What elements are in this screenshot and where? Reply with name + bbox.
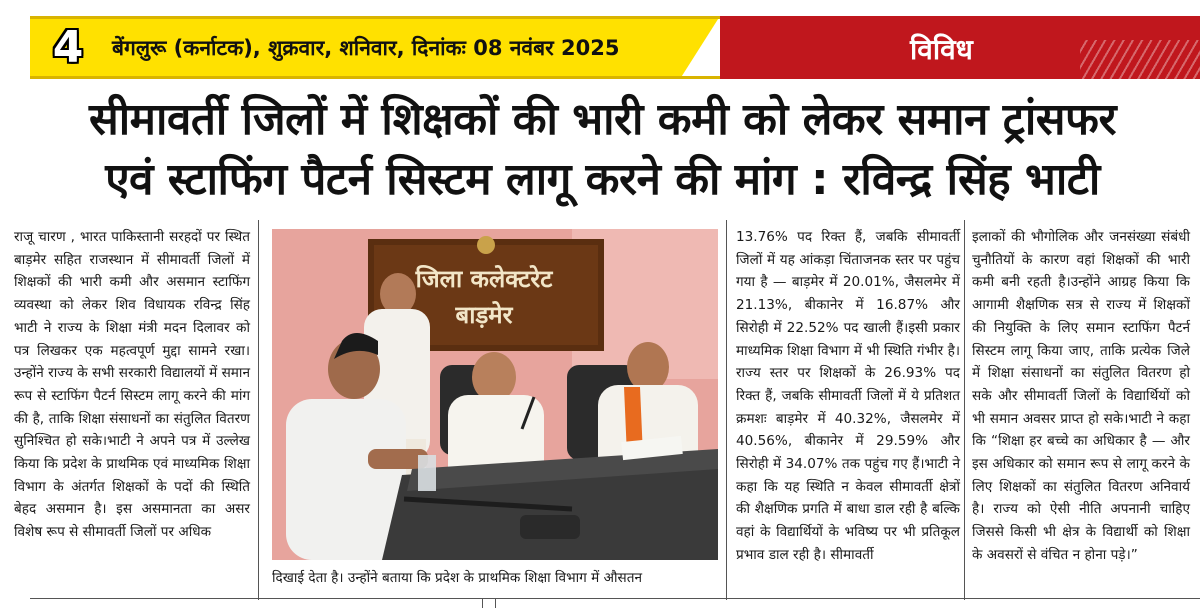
sign-text-2: बाड़मेर <box>455 301 513 329</box>
column-divider <box>258 220 259 600</box>
meeting-photo-illustration <box>272 229 718 560</box>
column-divider <box>726 220 727 600</box>
sign-text-1: जिला कलेक्टरेट <box>415 265 553 293</box>
section-decoration <box>1080 40 1200 86</box>
section-label: विविध <box>910 33 973 66</box>
headline-line-1: सीमावर्ती जिलों में शिक्षकों की भारी कमी को लेकर समान ट्रांसफर <box>89 94 1116 145</box>
news-photo <box>272 229 718 560</box>
page-number: 4 <box>52 22 84 73</box>
column-divider <box>964 220 965 600</box>
article-continuation-line: दिखाई देता है। उन्होंने बताया कि प्रदेश के प्राथमिक शिक्षा विभाग में औसतन <box>272 570 642 586</box>
headline <box>20 90 1185 210</box>
article-column-3: 13.76% पद रिक्त हैं, जबकि सीमावर्ती जिलों में यह आंकड़ा चिंताजनक स्तर पर पहुंच गया है — बाड़मेर में 20.01%, जैसलमेर में 21.13%, बीकानेर में 16.87% और सिरोही में 22.52% पद खाली हैं।इसी प्रकार माध्यमिक शिक्षा विभाग में भी स्थिति गंभीर है। राज्य स्तर पर शिक्षकों के 26.93% पद रिक्त हैं, जबकि सीमावर्ती जिलों में ये प्रतिशत क्रमशः बाड़मेर में 40.32%, जैसलमेर में 40.56%, बीकानेर में 29.59% और सिरोही में 34.07% तक पहुंच गए हैं।भाटी ने कहा कि यह स्थिति न केवल सीमावर्ती क्षेत्रों की शैक्षणिक प्रगति में बाधा डाल रही है बल्कि वहां के विद्यार्थियों के भविष्य पर भी प्रतिकूल प्रभाव डाल रही है। सीमावर्ती <box>736 229 960 563</box>
article-column-1: राजू चारण , भारत पाकिस्तानी सरहदों पर स्थित बाड़मेर सहित राजस्थान में सीमावर्ती जिलों में शिक्षकों की भारी कमी और असमान स्टाफिंग व्यवस्था को लेकर शिव विधायक रविन्द्र सिंह भाटी ने राज्य के शिक्षा मंत्री मदन दिलावर को पत्र लिखकर एक महत्वपूर्ण मुद्दा सामने रखा। उन्होंने राज्य के सभी सरकारी विद्यालयों में समान रूप से स्टाफिंग पैटर्न सिस्टम लागू करने की मांग की है, ताकि शिक्षा संसाधनों का संतुलित वितरण सुनिश्चित हो सके।भाटी ने अपने पत्र में उल्लेख किया कि प्रदेश के प्राथमिक एवं माध्यमिक शिक्षा विभाग के अंतर्गत शिक्षकों के पदों की स्थिति बेहद असमान है। इस असमानता का असर विशेष रूप से सीमावर्ती जिलों पर अधिक <box>14 229 250 541</box>
headline-line-2: एवं स्टाफिंग पैटर्न सिस्टम लागू करने की मांग : रविन्द्र सिंह भाटी <box>105 154 1100 205</box>
dateline: बेंगलुरू (कर्नाटक), शुक्रवार, शनिवार, दिनांकः 08 नवंबर 2025 <box>112 36 620 60</box>
article-column-4: इलाकों की भौगोलिक और जनसंख्या संबंधी चुनौतियों के कारण वहां शिक्षकों की भारी कमी बनी रहती है।उन्होंने आग्रह किया कि आगामी शैक्षणिक सत्र से राज्य में शिक्षकों की नियुक्ति के लिए समान स्टाफिंग पैटर्न सिस्टम लागू किया जाए, ताकि प्रत्येक जिले में शिक्षा संसाधनों का संतुलित वितरण हो सके और सीमावर्ती जिलों के विद्यार्थियों को भी समान अवसर प्राप्त हो सके।भाटी ने कहा कि “शिक्षा हर बच्चे का अधिकार है — और इस अधिकार को समान रूप से लागू करने के लिए शिक्षकों का संतुलित वितरण अनिवार्य है। राज्य को ऐसी नीति अपनानी चाहिए जिससे किसी भी क्षेत्र के विद्यार्थी को शिक्षा के अवसरों से वंचित न होना पड़े।” <box>972 229 1190 563</box>
section-tag <box>720 16 1200 79</box>
